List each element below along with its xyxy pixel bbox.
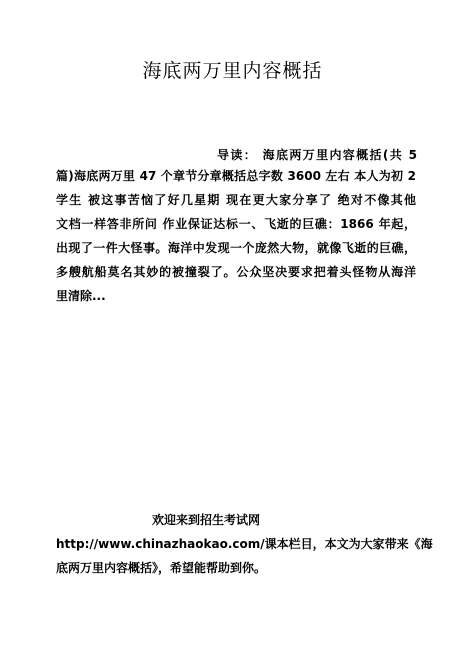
footer-link-line[interactable]: http://www.chinazhaokao.com/课本栏目，本文为大家带来《海 — [56, 537, 433, 551]
footer-welcome: 欢迎来到招生考试网 — [152, 513, 261, 527]
document-title: 海底两万里内容概括 — [142, 60, 323, 82]
footer-line: 底两万里内容概括》，希望能帮助到你。 — [56, 561, 267, 575]
paragraph-line: 里清除... — [56, 289, 106, 303]
paragraph-line: 篇)海底两万里 47 个章节分章概括总字数 3600 左右 本人为初 2 — [56, 169, 416, 183]
paragraph-line: 学生 被这事苦恼了好几星期 现在更大家分享了 绝对不像其他 — [56, 193, 416, 207]
paragraph-line: 文档一样答非所问 作业保证达标一、飞逝的巨礁：1866 年起， — [56, 217, 416, 231]
paragraph-line: 导读： 海底两万里内容概括(共 5 — [217, 148, 417, 162]
paragraph-line: 出现了一件大怪事。海洋中发现一个庞然大物，就像飞逝的巨礁， — [56, 241, 416, 255]
paragraph-line: 多艘航船莫名其妙的被撞裂了。公众坚决要求把着头怪物从海洋 — [56, 265, 416, 279]
